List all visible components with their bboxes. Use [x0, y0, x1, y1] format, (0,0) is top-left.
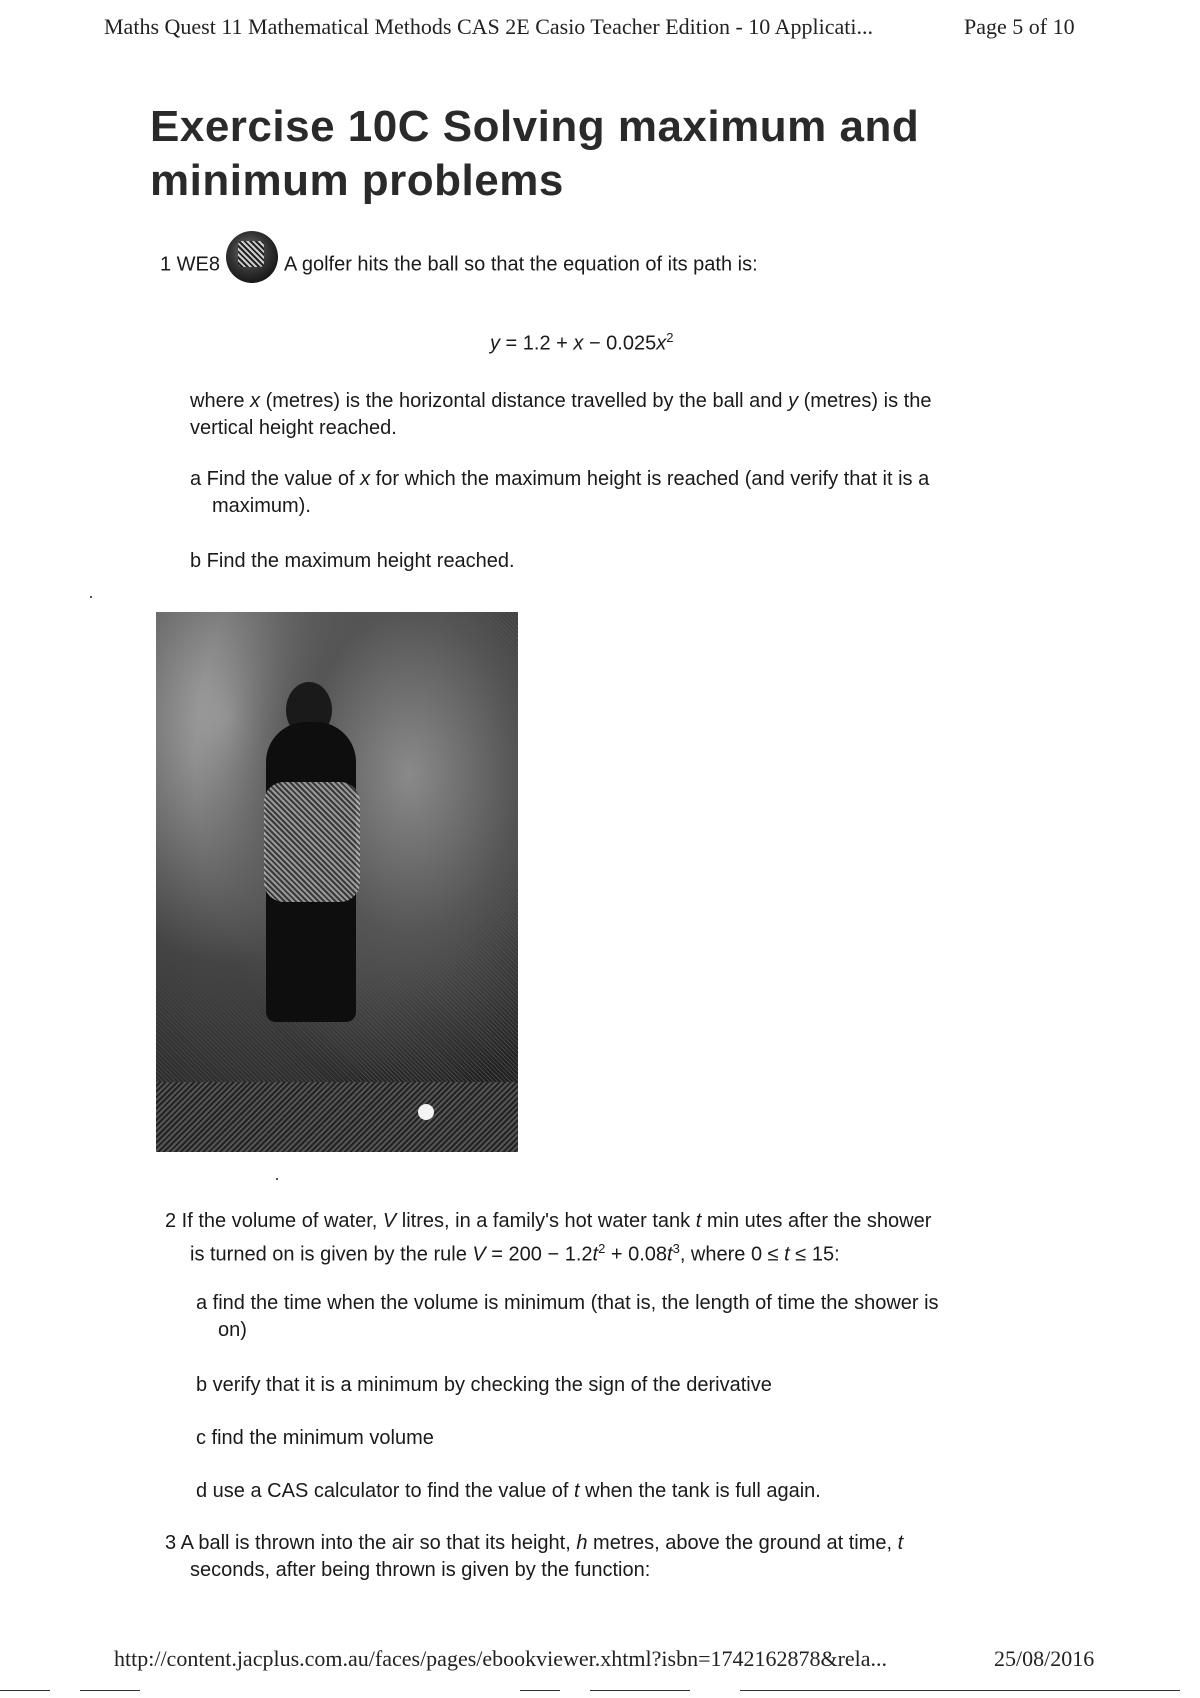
- where-2: (metres) is the horizontal distance travelled by the ball and: [260, 390, 789, 412]
- golfer-photo: [156, 612, 518, 1152]
- eq-x: x: [573, 332, 584, 355]
- bottom-rule-1: [0, 1690, 50, 1691]
- q1a-x: x: [360, 468, 371, 490]
- eq-mid: = 1.2 +: [500, 332, 574, 355]
- q2-l1-2: litres, in a family's hot water tank: [396, 1210, 696, 1232]
- q2-l2-e1: 2: [598, 1241, 606, 1256]
- question-2d: [196, 1478, 821, 1505]
- exercise-title-line2: minimum problems: [150, 156, 564, 205]
- q3-l1-1: 3 A ball is thrown into the air so that its height,: [165, 1532, 577, 1554]
- q2-l1-3: min utes after the shower: [701, 1210, 932, 1232]
- q2-l2-1: is turned on is given by the rule: [190, 1243, 473, 1266]
- question-2c: c find the minimum volume: [196, 1427, 434, 1449]
- q2-l2-3: + 0.08: [605, 1243, 668, 1266]
- bottom-rule-3: [520, 1690, 560, 1691]
- q1a-2: for which the maximum height is reached (and verify that it is a: [370, 468, 930, 490]
- q2-l1-1: 2 If the volume of water,: [165, 1210, 383, 1232]
- q2-l2-t1: t: [592, 1243, 599, 1266]
- header-title: Maths Quest 11 Mathematical Methods CAS 2E Casio Teacher Edition - 10 Applicati...: [104, 14, 873, 39]
- question-3: [165, 1530, 1065, 1584]
- question-1-where: [190, 388, 1060, 442]
- eq-y: y: [490, 332, 500, 355]
- footer-url[interactable]: http://content.jacplus.com.au/faces/pages/ebookviewer.xhtml?isbn=1742162878&rela...: [114, 1646, 888, 1671]
- q2-l1-V: V: [382, 1210, 397, 1232]
- bottom-rule-2: [80, 1690, 140, 1691]
- page-footer: [114, 1646, 1095, 1672]
- question-2b: b verify that it is a minimum by checking the sign of the derivative: [196, 1374, 772, 1396]
- q3-l1-t: t: [897, 1532, 904, 1554]
- where-x: x: [250, 390, 261, 412]
- eq-exponent: 2: [666, 330, 674, 345]
- exercise-title: [150, 100, 1050, 208]
- q2d-t: t: [574, 1480, 580, 1502]
- q2-l2-5: ≤ 15:: [789, 1243, 840, 1266]
- worked-example-icon[interactable]: [226, 231, 278, 283]
- path-equation: [490, 330, 673, 356]
- golf-ball: [418, 1104, 434, 1120]
- golfer-shirt: [264, 782, 360, 902]
- footer-date: 25/08/2016: [994, 1646, 1095, 1671]
- q2d-1: d use a CAS calculator to find the value of: [196, 1480, 574, 1502]
- where-3: (metres) is the: [798, 390, 932, 412]
- q2-l2-4: , where 0 ≤: [679, 1243, 785, 1266]
- q2-l2-V: V: [472, 1243, 486, 1266]
- q2-l1-t: t: [695, 1210, 702, 1232]
- question-2a: [196, 1290, 1066, 1344]
- where-y: y: [788, 390, 799, 412]
- q2-l2-e2: 3: [672, 1241, 680, 1256]
- q3-l1-2: metres, above the ground at time,: [587, 1532, 898, 1554]
- where-4: vertical height reached.: [190, 417, 397, 439]
- q3-l2: seconds, after being thrown is given by the function:: [190, 1559, 651, 1581]
- question-1a: [190, 466, 1060, 520]
- question-1-text: A golfer hits the ball so that the equation of its path is:: [284, 253, 758, 276]
- q2-l2-t3: t: [784, 1243, 790, 1266]
- page-header: [104, 14, 1075, 40]
- q2a-2: on): [218, 1319, 247, 1341]
- page-number: Page 5 of 10: [964, 14, 1075, 39]
- bottom-rule-4: [590, 1690, 690, 1691]
- speck: [90, 596, 92, 598]
- where-1: where: [190, 390, 251, 412]
- eq-x2: x: [656, 332, 667, 355]
- speck: [276, 1178, 278, 1180]
- q2-line-2: [165, 1235, 1065, 1269]
- question-1b: b Find the maximum height reached.: [190, 550, 515, 572]
- q2a-1: a find the time when the volume is minimum (that is, the length of time the shower is: [196, 1292, 939, 1314]
- q1a-3: maximum).: [212, 495, 311, 517]
- q2-l2-t2: t: [667, 1243, 673, 1266]
- bottom-rule-5: [740, 1690, 1180, 1691]
- question-2: [165, 1208, 1065, 1269]
- q1a-1: a Find the value of: [190, 468, 361, 490]
- q3-l1-h: h: [576, 1532, 588, 1554]
- eq-rest: − 0.025: [583, 332, 657, 355]
- exercise-title-line1: Exercise 10C Solving maximum and: [150, 102, 920, 151]
- question-1-intro: [160, 247, 758, 283]
- q2d-2: when the tank is full again.: [579, 1480, 821, 1502]
- question-1-number: 1 WE8: [160, 253, 221, 276]
- q2-l2-2: = 200 − 1.2: [485, 1243, 593, 1266]
- grass: [156, 1082, 518, 1152]
